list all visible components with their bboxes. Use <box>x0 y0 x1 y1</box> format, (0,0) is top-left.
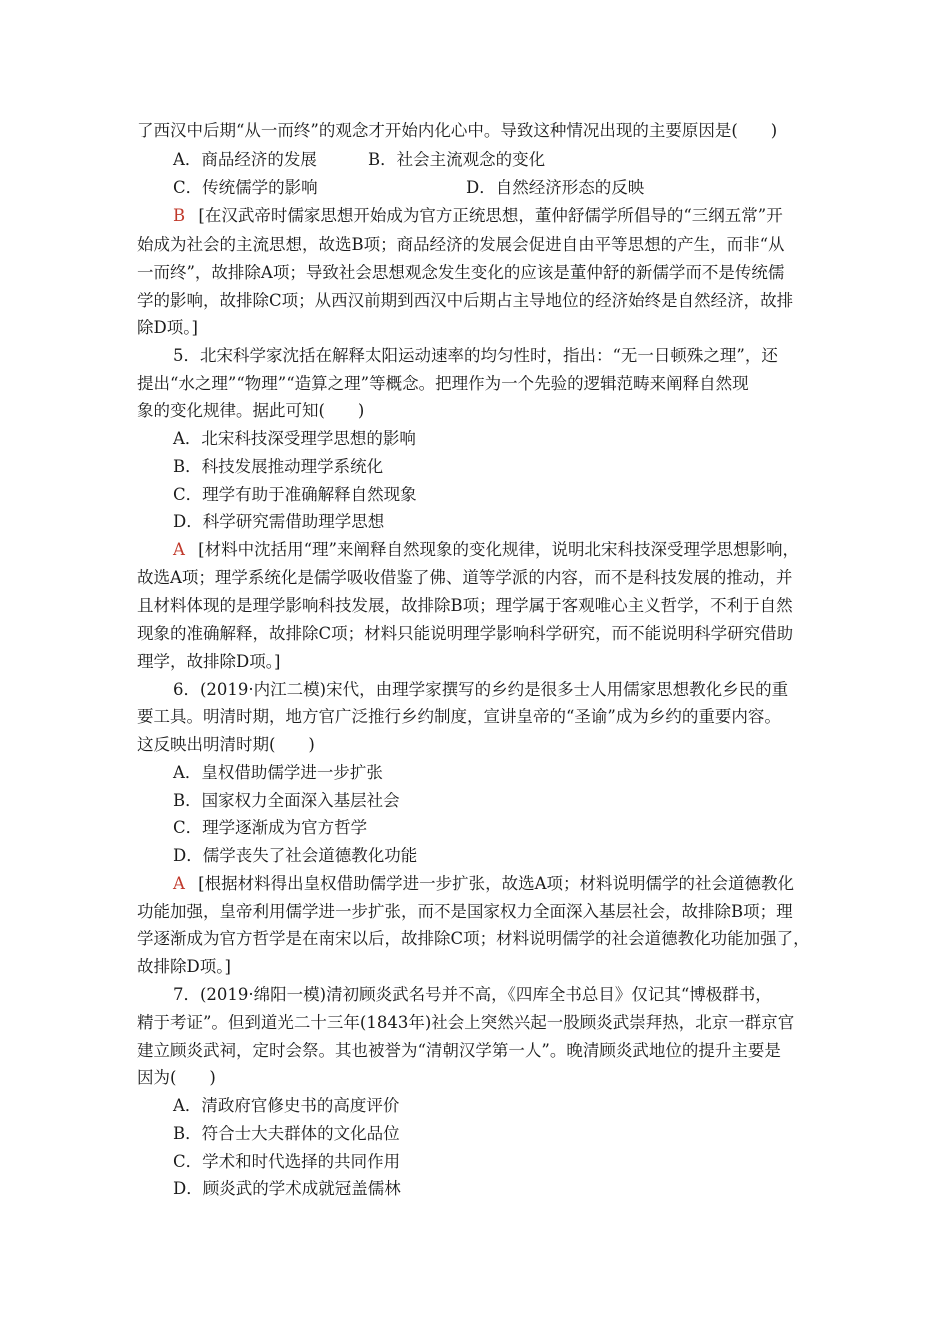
q5-option-b: B．科技发展推动理学系统化 <box>173 457 384 476</box>
q5-answer <box>173 540 799 560</box>
q4-explanation-line: [在汉武帝时儒家思想开始成为官方正统思想，董仲舒儒学所倡导的“三纲五常”开 <box>198 206 783 225</box>
q6-stem-line: 这反映出明清时期( ) <box>137 735 315 754</box>
q4-option-d: D．自然经济形态的反映 <box>466 178 645 197</box>
q4-option-c: C．传统儒学的影响 <box>173 178 318 197</box>
q5-stem-line: 提出“水之理”“物理”“造算之理”等概念。把理作为一个先验的逻辑范畴来阐释自然现 <box>137 374 749 393</box>
q6-explanation-line: 学逐渐成为官方哲学是在南宋以后，故排除C项；材料说明儒学的社会道德教化功能加强了， <box>137 929 810 948</box>
q4-option-b: B．社会主流观念的变化 <box>368 150 546 169</box>
q5-option-c: C．理学有助于准确解释自然现象 <box>173 485 417 504</box>
q7-stem-line: 精于考证”。但到道光二十三年(1843年)社会上突然兴起一股顾炎武崇拜热，北京一群京官 <box>137 1013 795 1032</box>
q5-option-d: D．科学研究需借助理学思想 <box>173 512 385 531</box>
q4-answer-letter: B <box>173 206 186 225</box>
q6-option-b: B．国家权力全面深入基层社会 <box>173 791 400 810</box>
q6-explanation-line: 功能加强，皇帝利用儒学进一步扩张，而不是国家权力全面深入基层社会，故排除B项；理 <box>137 902 793 921</box>
q7-stem-line: 7．(2019·绵阳一模)清初顾炎武名号并不高，《四库全书总目》仅记其“博极群书， <box>173 985 772 1004</box>
q4-option-a: A．商品经济的发展 <box>173 150 317 169</box>
q6-answer <box>173 874 794 894</box>
q6-option-d: D．儒学丧失了社会道德教化功能 <box>173 846 418 865</box>
q6-stem-line: 6．(2019·内江二模)宋代，由理学家撰写的乡约是很多士人用儒家思想教化乡民的重 <box>173 680 789 699</box>
q5-explanation-line: 现象的准确解释，故排除C项；材料只能说明理学影响科学研究，而不能说明科学研究借助 <box>137 624 794 643</box>
q4-explanation-line: 始成为社会的主流思想，故选B项；商品经济的发展会促进自由平等思想的产生，而非“从 <box>137 235 785 254</box>
q4-answer <box>173 206 783 226</box>
q6-option-a: A．皇权借助儒学进一步扩张 <box>173 763 383 782</box>
q5-explanation-line: [材料中沈括用“理”来阐释自然现象的变化规律，说明北宋科技深受理学思想影响， <box>198 540 799 559</box>
q4-stem-tail: 了西汉中后期“从一而终”的观念才开始内化心中。导致这种情况出现的主要原因是( ) <box>137 121 778 140</box>
q5-explanation-line: 理学，故排除D项。] <box>137 652 281 671</box>
q5-stem-line: 5．北宋科学家沈括在解释太阳运动速率的均匀性时，指出：“无一日顿殊之理”，还 <box>173 346 778 365</box>
q6-option-c: C．理学逐渐成为官方哲学 <box>173 818 368 837</box>
q6-answer-letter: A <box>173 874 185 893</box>
q7-option-d: D．顾炎武的学术成就冠盖儒林 <box>173 1179 401 1198</box>
q7-stem-line: 建立顾炎武祠，定时会祭。其也被誉为“清朝汉学第一人”。晚清顾炎武地位的提升主要是 <box>137 1041 781 1060</box>
q7-stem-line: 因为( ) <box>137 1068 216 1087</box>
q5-explanation-line: 故选A项；理学系统化是儒学吸收借鉴了佛、道等学派的内容，而不是科技发展的推动，并 <box>137 568 793 587</box>
q7-option-a: A．清政府官修史书的高度评价 <box>173 1096 400 1115</box>
q4-explanation-line: 一而终”，故排除A项；导致社会思想观念发生变化的应该是董仲舒的新儒学而不是传统儒 <box>137 263 785 282</box>
q5-explanation-line: 且材料体现的是理学影响科技发展，故排除B项；理学属于客观唯心主义哲学，不利于自然 <box>137 596 793 615</box>
q4-explanation-line: 除D项。] <box>137 318 198 337</box>
q7-option-b: B．符合士大夫群体的文化品位 <box>173 1124 400 1143</box>
q5-option-a: A．北宋科技深受理学思想的影响 <box>173 429 416 448</box>
q4-explanation-line: 学的影响，故排除C项；从西汉前期到西汉中后期占主导地位的经济始终是自然经济，故排 <box>137 291 794 310</box>
q6-stem-line: 要工具。明清时期，地方官广泛推行乡约制度，宣讲皇帝的“圣谕”成为乡约的重要内容。 <box>137 707 781 726</box>
q5-stem-line: 象的变化规律。据此可知( ) <box>137 401 365 420</box>
q6-explanation-line: [根据材料得出皇权借助儒学进一步扩张，故选A项；材料说明儒学的社会道德教化 <box>198 874 795 893</box>
q6-explanation-line: 故排除D项。] <box>137 957 231 976</box>
q5-answer-letter: A <box>173 540 185 559</box>
q7-option-c: C．学术和时代选择的共同作用 <box>173 1152 401 1171</box>
